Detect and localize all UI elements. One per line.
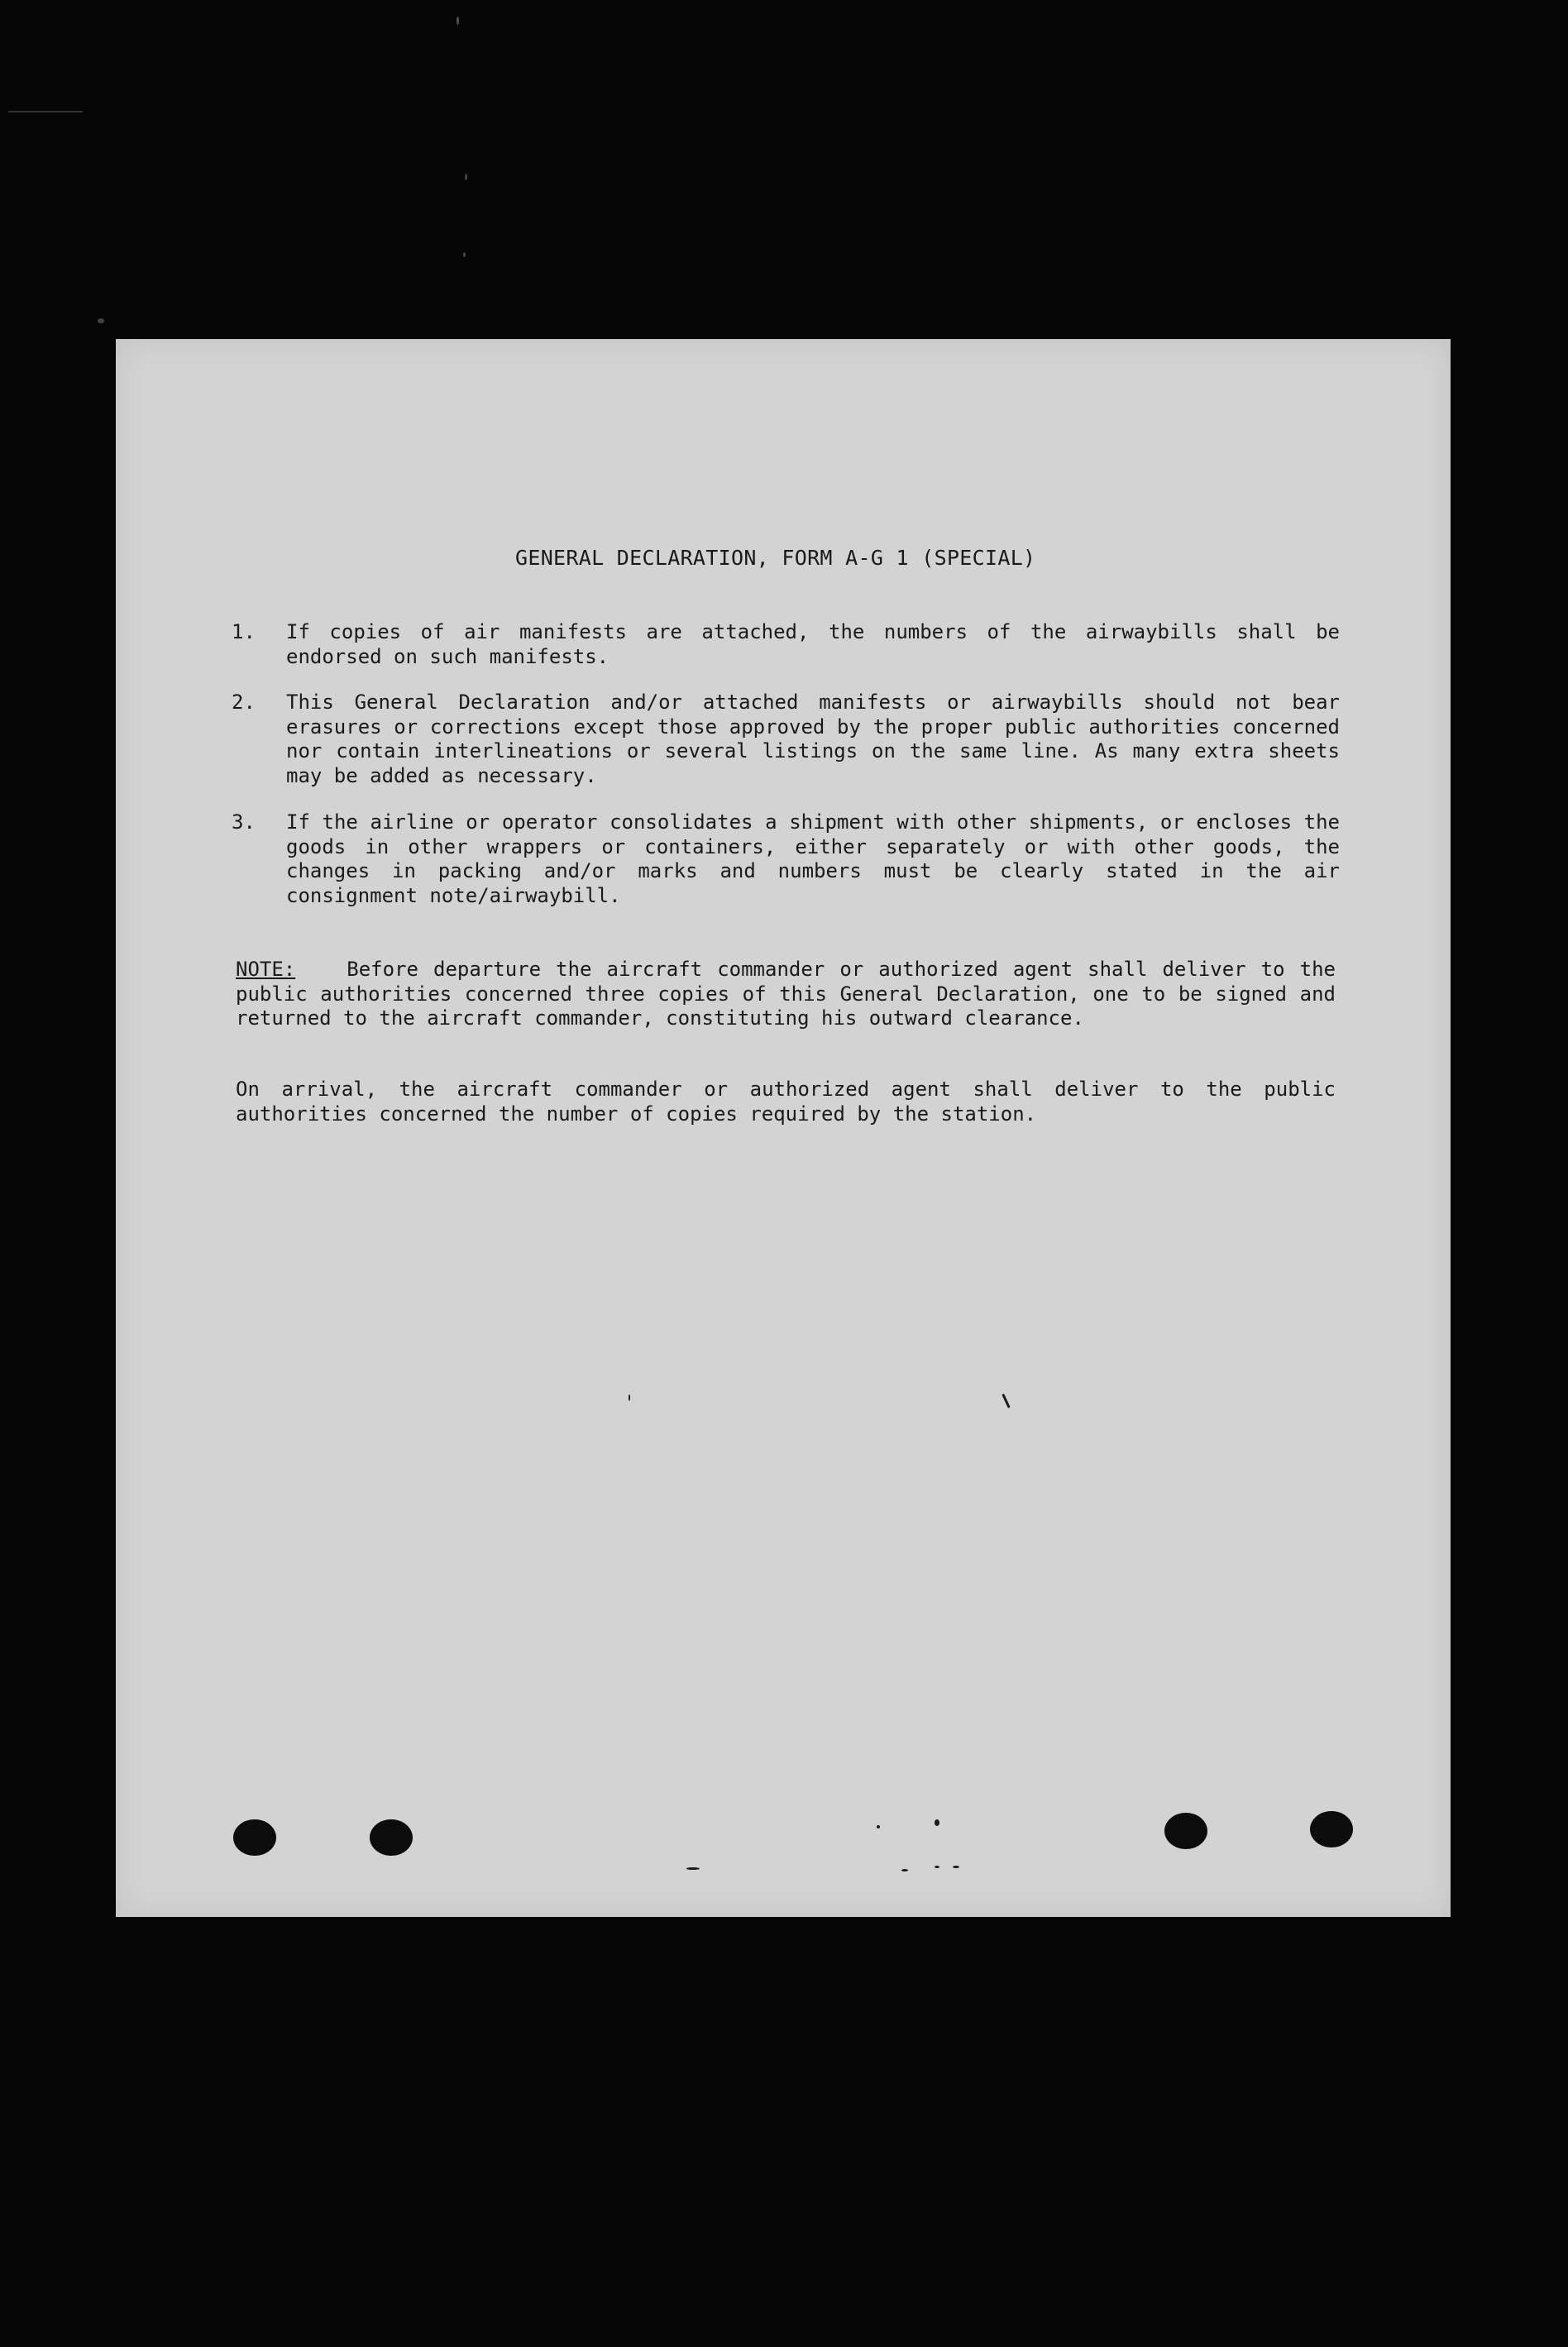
item-number: 1. [232, 620, 256, 643]
item-text: If the airline or operator consolidates a shipment with other shipments, or encloses the goods in other wrappers or containers, either separately or with other goods, the changes in packing and/or marks and numbers must be clearly stated in the air consignment note/airwaybill. [286, 810, 1340, 907]
arrival-text: On arrival, the aircraft commander or authorized agent shall deliver to the public authorities concerned the number of copies required by the station. [236, 1078, 1336, 1126]
background-speck [465, 174, 467, 180]
item-text: If copies of air manifests are attached, the numbers of the airwaybills shall be endorsed on such manifests. [286, 620, 1340, 668]
form-title: GENERAL DECLARATION, FORM A-G 1 (SPECIAL) [515, 546, 1036, 570]
speck-mark [953, 1866, 959, 1868]
note-label: NOTE: [236, 958, 296, 981]
instruction-item-3 [232, 810, 1340, 908]
punch-hole-left-1 [233, 1819, 276, 1856]
speck-mark [877, 1825, 880, 1828]
instruction-item-2 [232, 691, 1340, 788]
punch-hole-right-1 [1164, 1813, 1207, 1849]
note-paragraph [236, 958, 1336, 1031]
speck-mark [688, 1867, 700, 1870]
note-text: Before departure the aircraft commander or authorized agent shall deliver to the public authorities concerned three copies of this General Declaration, one to be signed and returned to the aircraft commander, constituting his outward clearance. [236, 958, 1336, 1030]
speck-mark [935, 1819, 939, 1826]
background-speck [457, 17, 459, 25]
item-text: This General Declaration and/or attached manifests or airwaybills should not bear erasures or corrections except those approved by the proper public authorities concerned nor contain interlineations or several listings on the same line. As many extra sheets may be added as necessary. [286, 691, 1340, 787]
document-page [116, 339, 1451, 1917]
speck-mark [935, 1866, 939, 1868]
punch-hole-right-2 [1310, 1811, 1353, 1847]
item-number: 2. [232, 691, 256, 714]
background-speck [8, 111, 83, 112]
speck-mark [1002, 1393, 1010, 1408]
arrival-paragraph [236, 1078, 1336, 1126]
item-number: 3. [232, 810, 256, 834]
punch-hole-left-2 [370, 1819, 413, 1856]
speck-mark [901, 1869, 908, 1871]
background-speck [98, 318, 104, 323]
speck-mark [629, 1394, 630, 1401]
background-speck [463, 252, 466, 257]
instruction-item-1 [232, 620, 1340, 669]
